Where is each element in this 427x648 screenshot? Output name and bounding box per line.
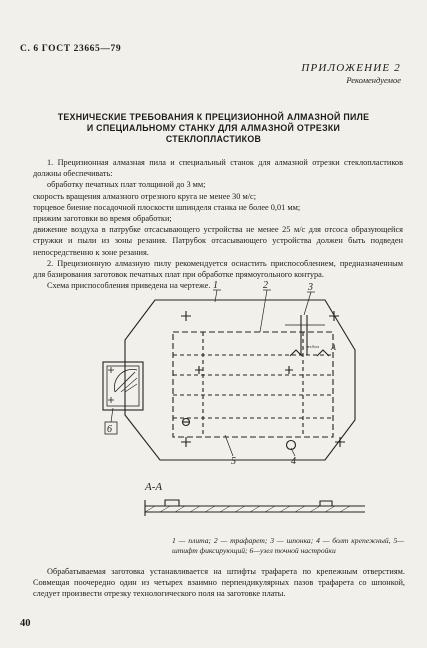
title-line-2: И СПЕЦИАЛЬНОМУ СТАНКУ ДЛЯ АЛМАЗНОЙ ОТРЕЗКИ [86, 123, 341, 133]
closing-text [33, 566, 405, 600]
body-text [33, 157, 403, 291]
appendix-title: ПРИЛОЖЕНИЕ 2 [301, 62, 401, 74]
paragraph-3: Схема приспособления приведена на чертеже. [47, 281, 211, 291]
requirement-5: движение воздуха в патрубке отсасывающего устройства не менее 25 м/с для отсоса образующейся стружки и пыли из зоны резания. Патрубок отсасывающего устройства должен быть подведен непосредственно к зоне резания. [33, 225, 403, 257]
callout-4: 4 [291, 456, 296, 467]
small-text: нт.бол [307, 344, 319, 349]
arrow-label-a: А [331, 343, 336, 352]
appendix-subtitle: Рекомендуемое [346, 75, 401, 85]
paragraph-1: 1. Прецизионная алмазная пила и специальный станок для алмазной отрезки стеклопластиков должны обеспечивать: [33, 158, 403, 179]
section-title [20, 112, 407, 145]
callout-3: 3 [308, 282, 313, 293]
figure-caption: 1 — плита; 2 — трафарет; 3 — шпонка; 4 — болт крепежный, 5—штифт фиксирующий; 6—узел точной настройки [172, 536, 404, 555]
callout-2: 2 [263, 280, 268, 291]
title-line-3: СТЕКЛОПЛАСТИКОВ [165, 134, 262, 144]
base-plate [125, 300, 355, 460]
requirement-2: скорость вращения алмазного отрезного круга не менее 30 м/с; [33, 191, 257, 201]
adjustment-unit [103, 362, 143, 410]
requirement-1: обработку печатных плат толщиной до 3 мм; [47, 180, 206, 190]
requirement-4: прижим заготовки во время обработки; [33, 214, 172, 224]
running-header: С. 6 ГОСТ 23665—79 [20, 44, 122, 54]
requirement-3: торцевое биение посадочной плоскости шпинделя станка не более 0,01 мм; [33, 202, 301, 212]
callout-6: 6 [107, 424, 112, 435]
title-line-1: ТЕХНИЧЕСКИЕ ТРЕБОВАНИЯ К ПРЕЦИЗИОННОЙ АЛМАЗНОЙ ПИЛЕ [57, 112, 370, 122]
paragraph-2: 2. Прецизионную алмазную пилу рекомендуется оснастить приспособлением, предназначенным для базирования заготовок печатных плат при обработке прямоугольного контура. [33, 258, 403, 280]
closing-paragraph: Обрабатываемая заготовка устанавливается на штифты трафарета по крепежным отверстиям. Совмещая поочередно один из четырех взаимно перпендикулярных пазов трафарета со шпонкой, следует произвести отрезку технологического поля на заготовке платы. [33, 567, 405, 599]
section-label: А-А [145, 481, 163, 493]
callout-5: 5 [231, 456, 236, 467]
page-number: 40 [20, 618, 31, 629]
callout-1: 1 [213, 280, 218, 291]
appendix-label [301, 62, 401, 85]
fixture-drawing [85, 280, 385, 530]
